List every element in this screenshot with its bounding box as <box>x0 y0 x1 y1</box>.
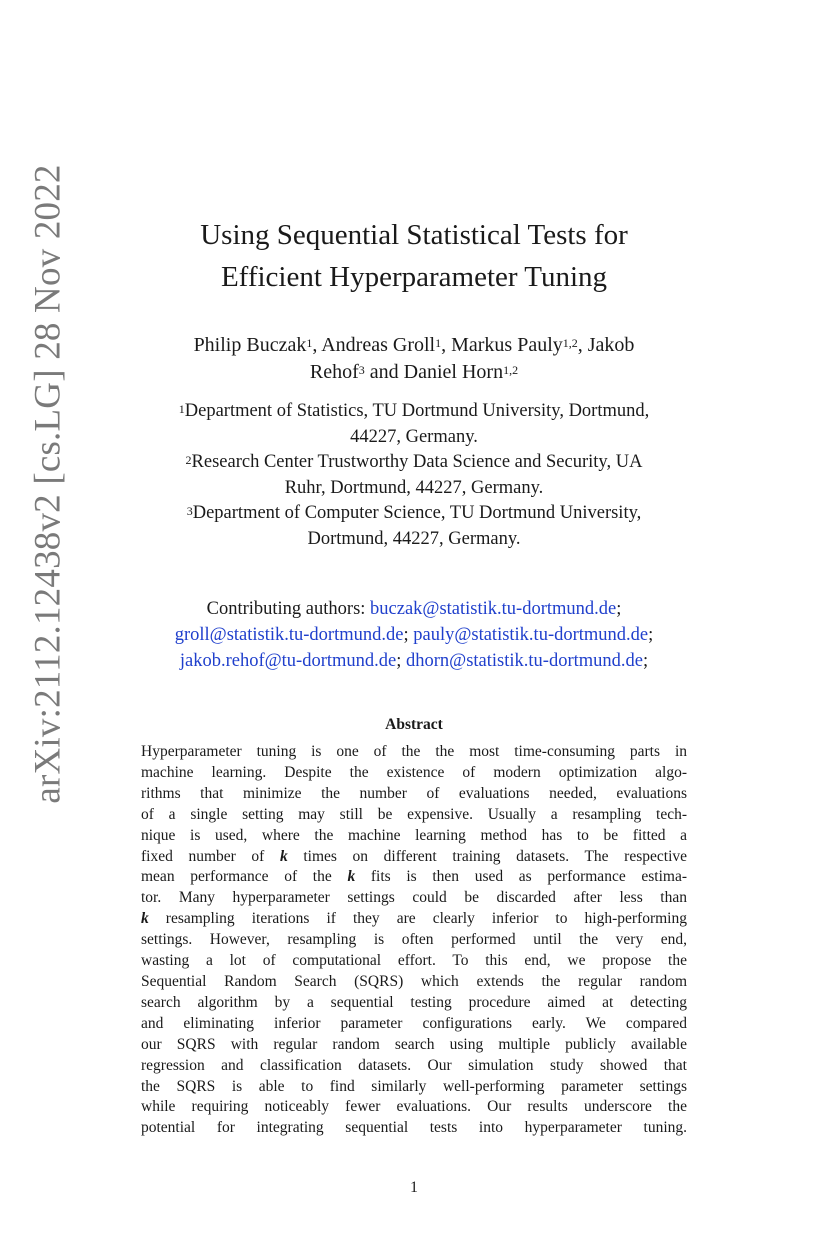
abstract-text: resampling iterations if they are clearly inferior to high-performing <box>148 910 687 928</box>
email-link-horn[interactable]: dhorn@statistik.tu-dortmund.de <box>406 651 643 671</box>
paper-title <box>130 214 698 298</box>
abstract-text: mean performance of the <box>141 868 348 886</box>
page-number: 1 <box>410 1179 418 1196</box>
abstract-heading: Abstract <box>385 716 443 733</box>
abstract-text: times on different training datasets. The respective <box>287 847 687 865</box>
email-separator: ; <box>642 651 649 671</box>
abstract-line <box>141 993 687 1014</box>
author-name: Andreas Groll <box>321 334 436 356</box>
contributing-line-1 <box>112 596 716 622</box>
abstract-text: wasting a lot of computational effort. To this end, we propose the <box>141 952 687 970</box>
abstract-text: fixed number of <box>141 847 280 865</box>
abstract-line <box>141 909 687 930</box>
author-name-first: Jakob <box>587 334 635 356</box>
abstract-line <box>141 742 687 763</box>
abstract-text: rithms that minimize the number of evaluations needed, evaluations <box>141 784 687 802</box>
author-name-last: Rehof <box>309 361 359 383</box>
abstract-line <box>141 930 687 951</box>
abstract-text: tor. Many hyperparameter settings could be discarded after less than <box>141 889 687 907</box>
arxiv-identifier: arXiv:2112.12438v2 [cs.LG] 28 Nov 2022 <box>27 164 69 804</box>
abstract-text: of a single setting may still be expensive. Usually a resampling tech- <box>141 805 687 823</box>
abstract-line <box>141 847 687 868</box>
author-affiliation-mark: 1,2 <box>503 363 519 377</box>
affiliation-number: 3 <box>186 504 193 518</box>
contributing-line-2 <box>112 622 716 648</box>
math-symbol-k: k <box>279 847 288 865</box>
abstract-text: while requiring noticeably fewer evaluations. Our results underscore the <box>141 1098 687 1116</box>
abstract-text: machine learning. Despite the existence of modern optimization algo- <box>141 763 687 781</box>
abstract-line <box>141 1097 687 1118</box>
abstract-line <box>141 826 687 847</box>
author-name: Daniel Horn <box>403 361 504 383</box>
affiliation-2 <box>112 450 716 476</box>
email-separator: ; <box>403 625 409 645</box>
abstract-line <box>141 763 687 784</box>
contributing-line-3 <box>112 648 716 674</box>
abstract-text: Sequential Random Search (SQRS) which extends the regular random <box>141 972 687 990</box>
title-line-2: Efficient Hyperparameter Tuning <box>220 261 608 293</box>
author-affiliation-mark: 1,2 <box>562 336 578 350</box>
affiliation-text: Department of Computer Science, TU Dortmund University, <box>192 503 642 523</box>
abstract-text: and eliminating inferior parameter configurations early. We compared <box>141 1014 687 1032</box>
affiliation-number: 1 <box>178 402 185 416</box>
abstract-line <box>141 951 687 972</box>
affiliation-1-cont: 44227, Germany. <box>350 426 478 447</box>
abstract-line <box>141 972 687 993</box>
email-separator: ; <box>396 651 402 671</box>
abstract-line <box>141 1118 687 1139</box>
email-separator: ; <box>648 625 654 645</box>
affiliation-text: Department of Statistics, TU Dortmund University, Dortmund, <box>184 401 650 421</box>
author-separator: , <box>441 334 452 356</box>
author-conjunction: and <box>364 361 404 383</box>
abstract-text: Hyperparameter tuning is one of the the most time-consuming parts in <box>141 743 687 760</box>
contributing-authors <box>112 596 716 674</box>
abstract-line <box>141 888 687 909</box>
abstract-line <box>141 867 687 888</box>
author-separator: , <box>312 334 322 356</box>
abstract-text: settings. However, resampling is often performed until the very end, <box>141 931 687 949</box>
author-affiliation-mark: 1 <box>306 336 313 350</box>
contributing-label: Contributing authors: <box>206 599 371 619</box>
author-list <box>120 332 708 386</box>
affiliation-3-cont: Dortmund, 44227, Germany. <box>307 528 521 549</box>
abstract-line <box>141 1014 687 1035</box>
abstract-line <box>141 1056 687 1077</box>
email-separator: ; <box>616 599 622 619</box>
abstract-text: our SQRS with regular random search using multiple publicly available <box>141 1035 687 1053</box>
email-link-rehof[interactable]: jakob.rehof@tu-dortmund.de <box>179 651 397 671</box>
abstract-line <box>141 805 687 826</box>
author-affiliation-mark: 3 <box>358 363 365 377</box>
abstract-line <box>141 784 687 805</box>
affiliation-2-cont: Ruhr, Dortmund, 44227, Germany. <box>284 477 544 498</box>
author-name: Philip Buczak <box>193 334 307 356</box>
abstract-text: fits is then used as performance estima- <box>355 868 687 886</box>
abstract-text: potential for integrating sequential tests into hyperparameter tuning. <box>141 1119 687 1137</box>
affiliation-text: Research Center Trustworthy Data Science and Security, UA <box>191 452 643 472</box>
author-separator: , <box>577 334 588 356</box>
abstract-text: search algorithm by a sequential testing procedure aimed at detecting <box>141 993 687 1011</box>
email-link-groll[interactable]: groll@statistik.tu-dortmund.de <box>174 625 404 645</box>
math-symbol-k: k <box>347 868 356 886</box>
abstract-text: regression and classification datasets. Our simulation study showed that <box>141 1056 687 1074</box>
affiliation-1 <box>112 399 716 425</box>
abstract-text: the SQRS is able to find similarly well-performing parameter settings <box>141 1077 687 1095</box>
math-symbol-k: k <box>141 910 149 928</box>
affiliation-list <box>112 399 716 552</box>
title-line-1: Using Sequential Statistical Tests for <box>200 219 628 251</box>
abstract-body <box>141 742 687 1139</box>
abstract-line <box>141 1077 687 1098</box>
abstract-text: nique is used, where the machine learning method has to be fitted a <box>141 826 687 844</box>
affiliation-number: 2 <box>185 453 192 467</box>
affiliation-3 <box>112 501 716 527</box>
author-affiliation-mark: 1 <box>435 336 442 350</box>
email-link-buczak[interactable]: buczak@statistik.tu-dortmund.de <box>370 599 617 619</box>
author-name: Markus Pauly <box>451 334 563 356</box>
abstract-line <box>141 1035 687 1056</box>
author-line-2 <box>120 359 708 386</box>
author-line-1 <box>120 332 708 359</box>
email-link-pauly[interactable]: pauly@statistik.tu-dortmund.de <box>413 625 649 645</box>
